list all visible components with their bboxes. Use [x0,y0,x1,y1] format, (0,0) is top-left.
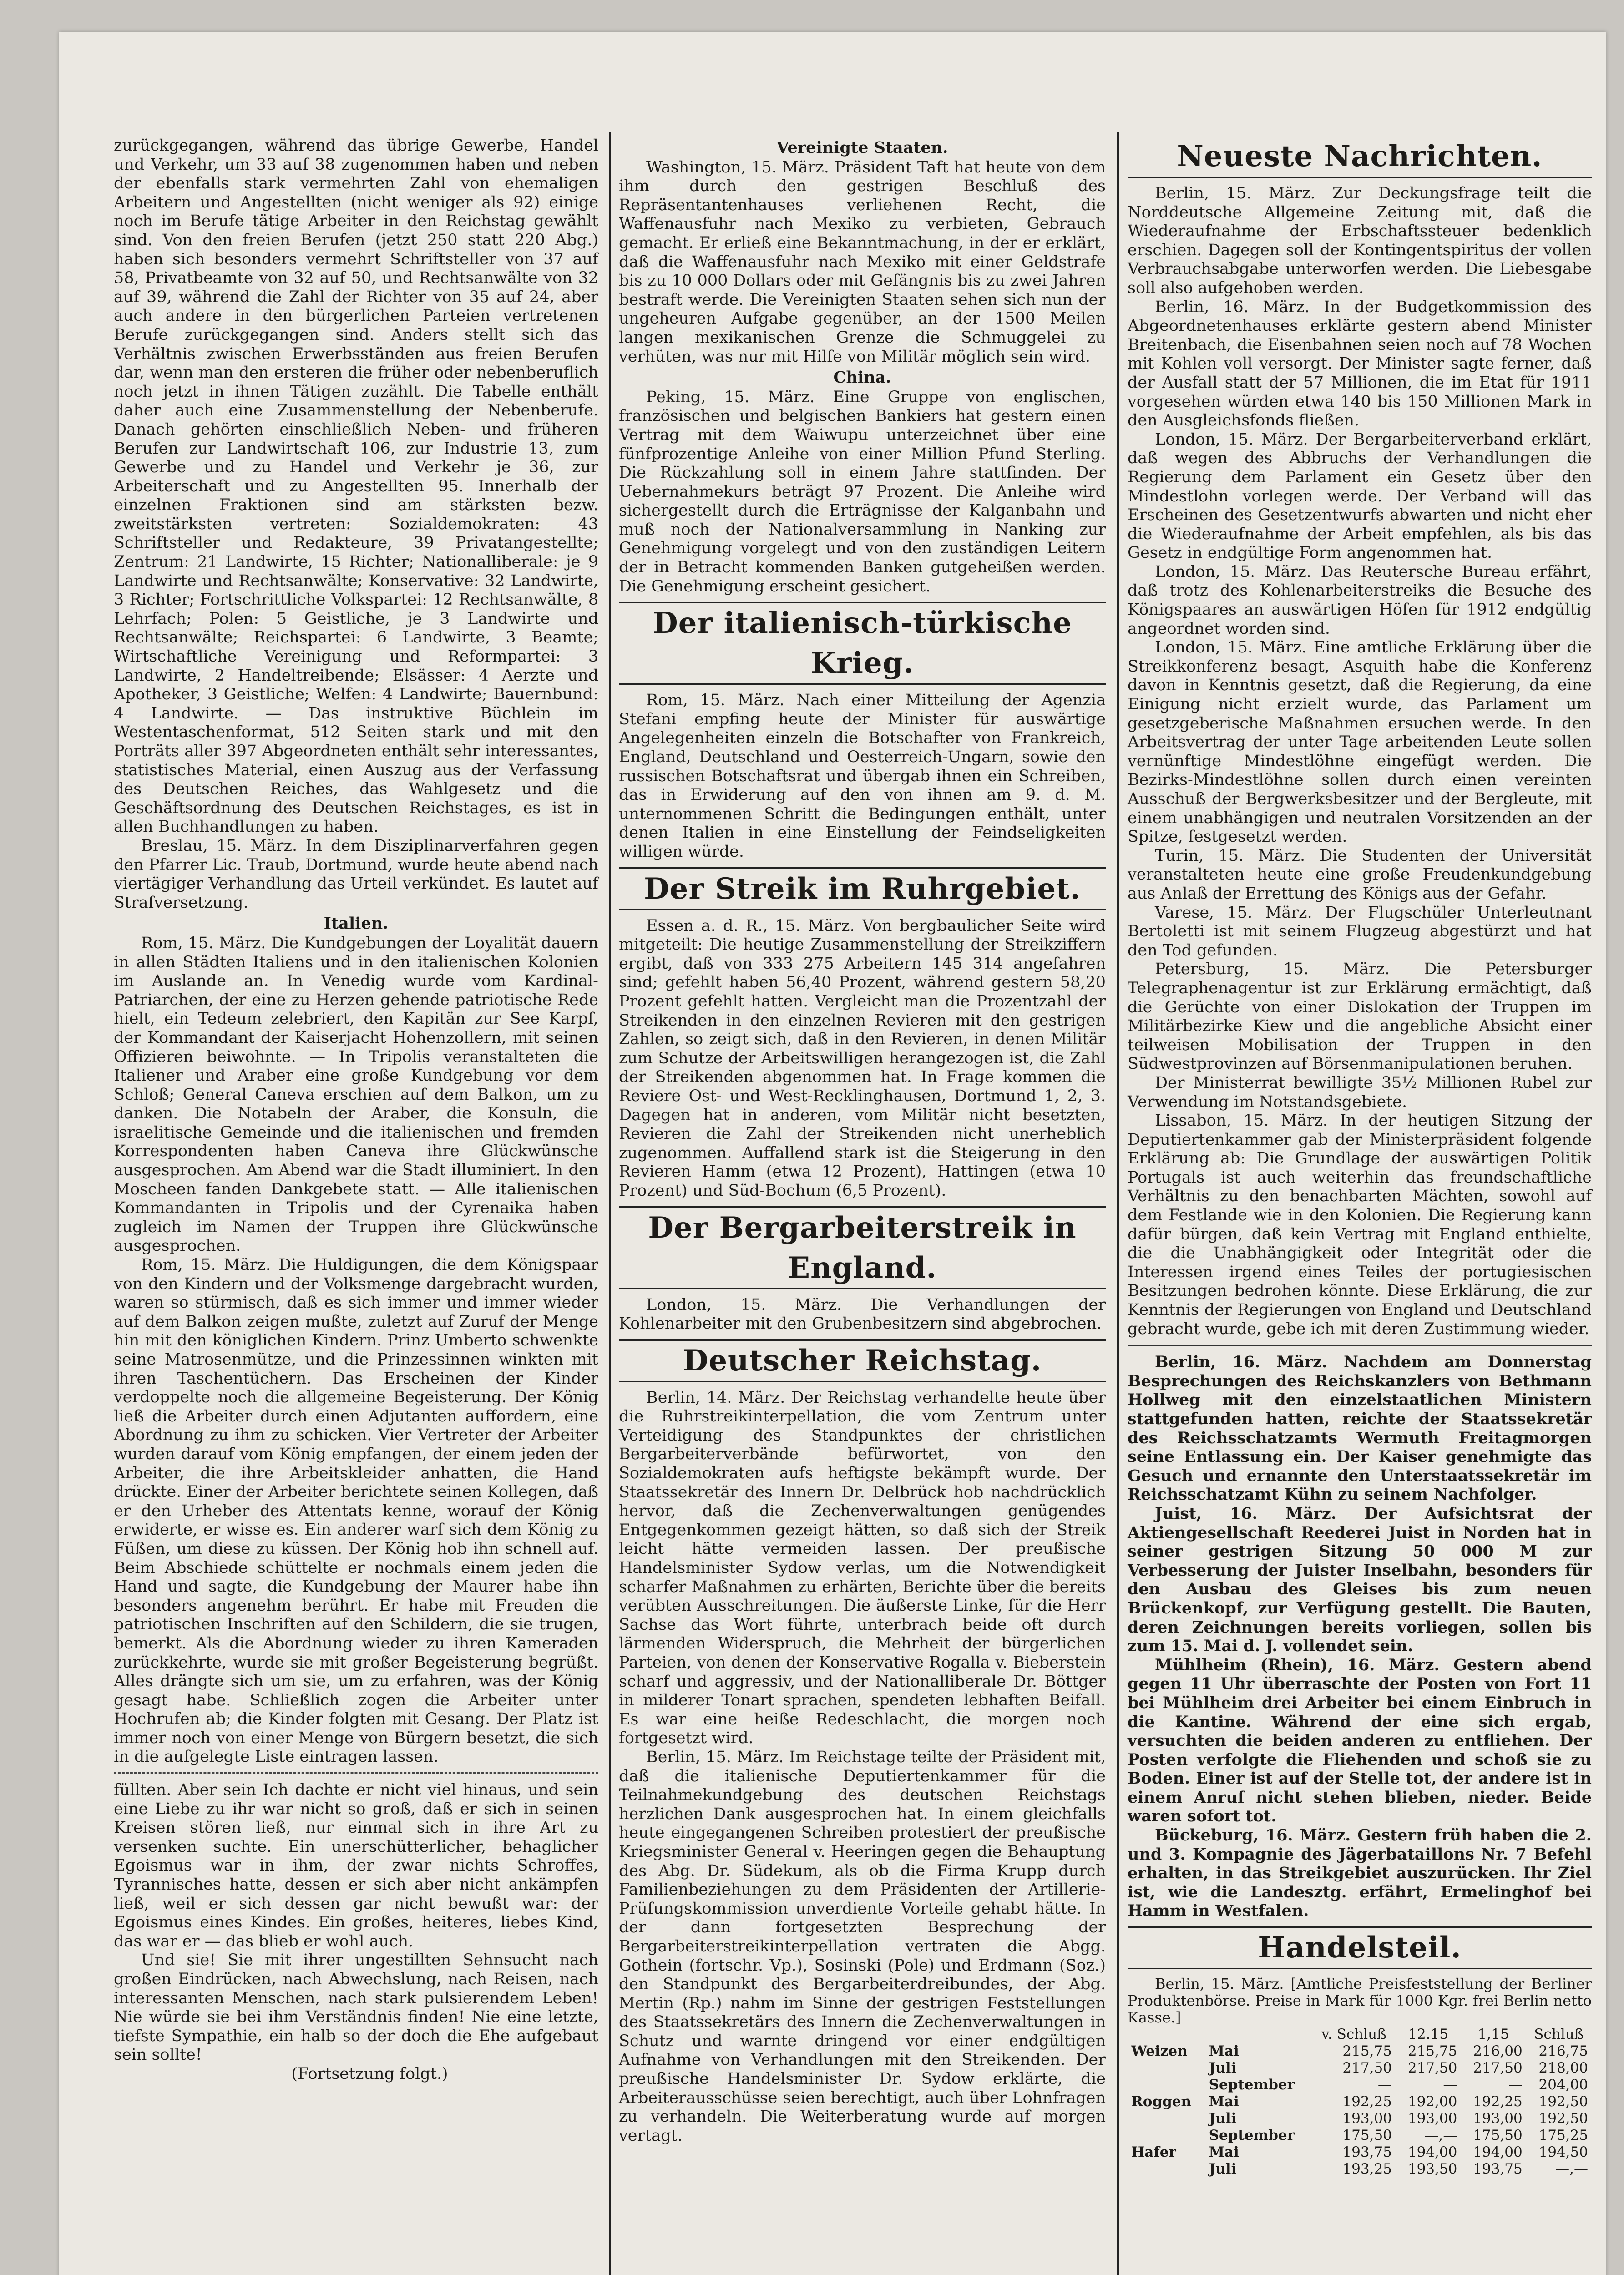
late-news-divider [1128,1345,1592,1346]
varese-report: Varese, 15. März. Der Flugschüler Unterleutnant Bertoletti ist mit seinem Flugzeug abgestürzt und hat den Tod gefunden. [1128,903,1592,960]
price-table-header [1128,2026,1592,2043]
table-row: Juli 193,00 193,00 193,00 192,50 [1209,2110,1588,2127]
ministerrat-report: Der Ministerrat bewilligte 35½ Millionen Rubel zur Verwendung im Notstandsgebiete. [1128,1073,1592,1111]
london-report: London, 15. März. Die Verhandlungen der Kohlenarbeiter mit den Grubenbesitzern sind abgebrochen. [619,1295,1106,1333]
column-3 [1128,136,1592,2178]
peking-report: Peking, 15. März. Eine Gruppe von englischen, französischen und belgischen Bankiers hat gestern einen Vertrag mit dem Waiwupu unterzeichnet über eine fünfprozentige Anleihe von einer Million Pfund Sterling. Die Rückzahlung soll in einem Jahre stattfinden. Der Uebernahmekurs beträgt 97 Prozent. Die Anleihe wird sichergestellt durch die Erträgnisse der Kalganbahn und muß noch der Nationalversammlung in Nanking zur Genehmigung vorgelegt und von den zuständigen Leitern der in Betracht kommenden Banken gutgeheißen werden. Die Genehmigung erscheint gesichert. [619,388,1106,596]
table-row: Hafer Mai 193,75 194,00 194,00 194,50 [1131,2144,1588,2161]
price-table [1128,2026,1592,2178]
column-divider-2 [1117,132,1119,2275]
feuilleton-divider [114,1772,598,1774]
header-v-schluss: v. Schluß [1321,2026,1386,2043]
headline-handelsteil: Handelsteil. [1128,1926,1592,1969]
reichstag-report-2: Berlin, 15. März. Im Reichstage teilte der Präsident mit, daß die italienische Deputiertenkammer für die Teilnahmekundgebung des deutschen Reichstags herzlichen Dank ausgesprochen hat. In einem gleichfalls heute eingegangenen Schreiben protestiert der preußische Kriegsminister General v. Heeringen gegen die Behauptung des Abg. Dr. Südekum, als ob die Firma Krupp durch Familienbeziehungen zu dem Präsidenten der Artillerie-Prüfungskommission unverdiente Vorteile gehabt hätte. In der dann fortgesetzten Besprechung der Bergarbeiterstreikinterpellation vertraten die Abgg. Gothein (fortschr. Vp.), Sosinski (Pole) und Erdmann (Soz.) den Standpunkt des Bergarbeiterdreibundes, der Abg. Mertin (Rp.) nahm im Sinne der gestrigen Feststellungen des Staatssekretärs des Innern die Zechenverwaltungen in Schutz und warnte dringend vor einer endgültigen Aufnahme von Verhandlungen mit den Streikenden. Der preußische Handelsminister Dr. Sydow erklärte, die Arbeiterausschüsse seien berechtigt, auch über Lohnfragen zu verhandeln. Die Weiterberatung wurde auf morgen vertagt. [619,1748,1106,2145]
headline-neueste: Neueste Nachrichten. [1128,136,1592,178]
header-schluss: Schluß [1534,2026,1584,2043]
china-heading: China. [833,368,891,387]
table-row: September 175,50 —,— 175,50 175,25 [1209,2127,1588,2144]
header-115: 1,15 [1477,2026,1509,2043]
headline-england: Der Bergarbeiterstreik in England. [619,1206,1106,1289]
breslau-report: Breslau, 15. März. In dem Disziplinarverfahren gegen den Pfarrer Lic. Traub, Dortmund, wurde heute abend nach viertägiger Verhandlung das Urteil verkündet. Es lautet auf Strafversetzung. [114,836,598,912]
rom-report-2: Rom, 15. März. Die Huldigungen, die dem Königspaar von den Kindern und der Volksmenge dargebracht wurden, waren so stürmisch, daß es sich immer und immer wieder auf dem Balkon zeigen mußte, zuletzt auf Zuruf der Menge hin mit den königlichen Kindern. Prinz Umberto schwenkte seine Matrosenmütze, und die Prinzessinnen winkten mit ihren Taschentüchern. Das Erscheinen der Kinder verdoppelte noch die allgemeine Begeisterung. Der König ließ die Arbeiter durch einen Adjutanten auffordern, eine Abordnung zu ihm zu schicken. Vier Vertreter der Arbeiter wurden darauf vom König empfangen, der einem jeden der Arbeiter, die ihre Arbeitskleider anhatten, die Hand drückte. Einer der Arbeiter berichtete seinen Kollegen, daß er den Urheber des Attentats kenne, worauf der König erwiderte, er wisse es. Ein anderer warf sich dem König zu Füßen, um diese zu küssen. Der König hob ihn schnell auf. Beim Abschiede schüttelte er nochmals einem jeden die Hand und sagte, die Kundgebung der Maurer habe ihn besonders angenehm berührt. Er habe mit Freuden die patriotischen Inschriften auf den Schildern, die sie trugen, bemerkt. Als die Abordnung wieder zu ihren Kameraden zurückkehrte, wurde sie mit großer Begeisterung begrüßt. Alles drängte sich um sie, um zu erfahren, was der König gesagt habe. Schließlich zogen die Arbeiter unter Hochrufen ab; die Kinder folgten mit Gesang. Der Platz ist immer noch von einer Menge von Bürgern besetzt, die sich in die aufgelegte Liste eintragen lassen. [114,1256,598,1766]
headline-reichstag: Deutscher Reichstag. [619,1339,1106,1382]
reichstag-statistics-text: zurückgegangen, während das übrige Gewerbe, Handel und Verkehr, um 33 auf 38 zugenommen haben und neben der ebenfalls stark vermehrten Zahl von ehemaligen Arbeitern und Angestellten (nicht weniger als 92) einige noch im Berufe tätige Arbeiter in den Reichstag gewählt sind. Von den freien Berufen (jetzt 250 statt 220 Abg.) haben sich besonders vermehrt Schriftsteller von 37 auf 58, Privatbeamte von 32 auf 50, und Rechtsanwälte von 32 auf 39, während die Zahl der Richter von 35 auf 24, aber auch andere in den bürgerlichen Parteien vertretenen Berufe zurückgegangen sind. Anders stellt sich das Verhältnis zwischen Erwerbsständen aus freien Berufen dar, wenn man den ersteren die früher oder nebenberuflich noch jetzt in ihnen Tätigen zuzählt. Die Tabelle enthält daher auch eine Zusammenstellung der Nebenberufe. Danach gehörten einschließlich Neben- und früheren Berufen zur Landwirtschaft 106, zur Industrie 13, zum Gewerbe und zu Handel und Verkehr je 36, zur Arbeiterschaft und zu Angestellten 95. Innerhalb der einzelnen Fraktionen sind am stärksten bezw. zweitstärksten vertreten: Sozialdemokraten: 43 Schriftsteller und Redakteure, 39 Privatangestellte; Zentrum: 21 Landwirte, 15 Richter; Nationalliberale: je 9 Landwirte und Rechtsanwälte; Konservative: 32 Landwirte, 3 Richter; Fortschrittliche Volkspartei: 12 Rechtsanwälte, 8 Lehrfach; Polen: 5 Geistliche, je 3 Landwirte und Rechtsanwälte; Reichspartei: 6 Landwirte, 3 Beamte; Wirtschaftliche Vereinigung und Reformpartei: 3 Landwirte, 2 Handeltreibende; Elsässer: 4 Aerzte und Apotheker, 3 Geistliche; Welfen: 4 Landwirte; Bauernbund: 4 Landwirte. — Das instruktive Büchlein im Westentaschenformat, 512 Seiten stark und mit den Porträts aller 397 Abgeordneten enthält sehr interessantes, statistisches Material, einen Auszug aus der Verfassung des Deutschen Reiches, das Wahlgesetz und die Geschäftsordnung des Deutschen Reichstages, es ist in allen Buchhandlungen zu haben. [114,136,598,836]
late-news-berlin: Berlin, 16. März. Nachdem am Donnerstag Besprechungen des Reichskanzlers von Bethmann Hollweg mit den einzelstaatlichen Ministern stattgefunden hatten, reichte der Staatssekretär des Reichsschatzamts Wermuth Freitagmorgen seine Entlassung ein. Der Kaiser genehmigte das Gesuch und ernannte den Unterstaatssekretär im Reichsschatzamt Kühn zu seinem Nachfolger. [1128,1353,1592,1504]
headline-krieg: Der italienisch-türkische Krieg. [619,602,1106,685]
rom-report-1: Rom, 15. März. Die Kundgebungen der Loyalität dauern in allen Städten Italiens und in den italienischen Kolonien im Auslande an. In Venedig wurde vom Kardinal-Patriarchen, der eine zu Herzen gehende patriotische Rede hielt, ein Tedeum zelebriert, den Kapitän zur See Karpf, der Kommandant der Kaiserjacht Hohenzollern, mit seinen Offizieren beiwohnte. — In Tripolis veranstalteten die Italiener und Araber eine große Kundgebung vor dem Schloß; General Caneva erschien auf dem Balkon, um zu danken. Die Notabeln der Araber, die Konsuln, die israelitische Gemeinde und die italienischen und fremden Korrespondenten haben Caneva ihre Glückwünsche ausgesprochen. Am Abend war die Stadt illuminiert. In den Moscheen fanden Dankgebete statt. — Alle italienischen Kommandanten in Tripolis und der Cyrenaika haben zugleich im Namen der Truppen ihre Glückwünsche ausgesprochen. [114,934,598,1255]
washington-report: Washington, 15. März. Präsident Taft hat heute von dem ihm durch den gestrigen Beschluß des Repräsentantenhauses verliehenen Recht, die Waffenausfuhr nach Mexiko zu verbieten, Gebrauch gemacht. Er erließ eine Bekanntmachung, in der er erklärt, daß die Waffenausfuhr nach Mexiko mit einer Geldstrafe bis zu 10 000 Dollars oder mit Gefängnis bis zu zwei Jahren bestraft werde. Die Vereinigten Staaten sehen sich nun der ungeheuren Aufgabe gegenüber, an der 1500 Meilen langen mexikanischen Grenze die Schmuggelei zu verhüten, was nur mit Hilfe von Militär möglich sein wird. [619,158,1106,366]
late-news-bueckeburg: Bückeburg, 16. März. Gestern früh haben die 2. und 3. Kompagnie des Jägerbataillons Nr. 7 Befehl erhalten, in das Streikgebiet auszurücken. Ihr Ziel ist, wie die Landesztg. erfährt, Ermelinghof bei Hamm in Westfalen. [1128,1826,1592,1921]
berlin-report-1: Berlin, 15. März. Zur Deckungsfrage teilt die Norddeutsche Allgemeine Zeitung mit, daß die Wiederaufnahme der Erbschaftssteuer bedenklich erschien. Dagegen soll der Kontingentspiritus der vollen Verbrauchsabgabe unterworfen werden. Die Liebesgabe soll also aufgehoben werden. [1128,184,1592,297]
london-report-1: London, 15. März. Der Bergarbeiterverband erklärt, daß wegen des Abbruchs der Verhandlungen die Regierung dem Parlament ein Gesetz über den Mindestlohn vorlegen werde. Der Verband will das Erscheinen des Gesetzentwurfs abwarten und nicht eher die Wiederaufnahme der Arbeit empfehlen, als bis das Gesetz in endgültige Form angenommen hat. [1128,430,1592,562]
feuilleton-paragraph-1: füllten. Aber sein Ich dachte er nicht viel hinaus, und sein eine Liebe zu ihr war nicht so groß, daß er sich in seinen Kreisen stören ließ, nur einmal sich in ihre Art zu versenken suchte. Ein unerschütterlicher, behaglicher Egoismus war in ihm, der zwar nichts Schroffes, Tyrannisches hatte, dessen er sich aber nicht ankämpfen ließ, weil er sich dessen gar nicht bewußt war: der Egoismus eines Kindes. Ein großes, heiteres, liebes Kind, das war er — das blieb er wohl auch. [114,1781,598,1951]
late-news-juist: Juist, 16. März. Der Aufsichtsrat der Aktiengesellschaft Reederei Juist in Norden hat in seiner gestrigen Sitzung 50 000 M zur Verbesserung der Juister Inselbahn, besonders für den Ausbau des Gleises bis zum neuen Brückenkopf, zur Verfügung gestellt. Die Bauten, deren Zeichnungen bereits vorliegen, sollen bis zum 15. Mai d. J. vollendet sein. [1128,1504,1592,1656]
table-row: Weizen Mai 215,75 215,75 216,00 216,75 [1131,2043,1588,2060]
late-news-muehlheim: Mühlheim (Rhein), 16. März. Gestern abend gegen 11 Uhr überraschte der Posten von Fort 11 bei Mühlheim drei Arbeiter bei einem Einbruch in die Kantine. Während der eine sich ergab, versuchten die beiden anderen zu entfliehen. Der Posten verfolgte die Fliehenden und schoß sie zu Boden. Einer ist auf der Stelle tot, der andere ist in einem Anruf nicht stehen blieben, nieder. Beide waren sofort tot. [1128,1655,1592,1826]
table-row: Roggen Mai 192,25 192,00 192,25 192,50 [1131,2093,1588,2110]
column-divider-1 [609,132,611,2275]
handel-intro: Berlin, 15. März. [Amtliche Preisfeststellung der Berliner Produktenbörse. Preise in Mark für 1000 Kgr. frei Berlin netto Kasse.] [1128,1975,1592,2027]
newspaper-page [59,32,1606,2275]
italien-heading: Italien. [324,914,389,933]
lissabon-report: Lissabon, 15. März. In der heutigen Sitzung der Deputiertenkammer gab der Ministerpräsident folgende Erklärung ab: Die Grundlage der auswärtigen Politik Portugals ist auch weiterhin das freundschaftliche Verhältnis zu den benachbarten Mächten, sowohl auf dem Festlande wie in den Kolonien. Die Regierung kann dafür bürgen, daß kein Vertrag mit England enthielte, die die Unabhängigkeit oder Integrität oder die Interessen irgend eines Teiles der portugiesischen Besitzungen bedrohen könnte. Diese Erklärung, die zur Kenntnis der Regierungen von England und Deutschland gebracht wurde, gebe ich mit deren Zustimmung wieder. [1128,1112,1592,1338]
essen-report: Essen a. d. R., 15. März. Von bergbaulicher Seite wird mitgeteilt: Die heutige Zusammenstellung der Streikziffern ergibt, daß von 333 275 Arbeitern 145 314 angefahren sind; gefehlt haben 56,40 Prozent, während gestern 58,20 Prozent gefehlt hatten. Vergleicht man die Prozentzahl der Streikenden in den einzelnen Revieren mit den gestrigen Zahlen, so zeigt sich, daß in den Revieren, in denen Militär zum Schutze der Arbeitswilligen herangezogen ist, die Zahl der Streikenden abgenommen hat. In Frage kommen die Reviere Ost- und West-Recklinghausen, Dortmund 1, 2, 3. Dagegen hat in anderen, vom Militär nicht besetzten, Revieren die Zahl der Streikenden nicht unerheblich zugenommen. Auffallend stark ist die Steigerung in den Revieren Hamm (etwa 12 Prozent), Hattingen (etwa 10 Prozent) und Süd-Bochum (6,5 Prozent). [619,916,1106,1200]
column-1 [114,136,598,2084]
table-row: Juli 217,50 217,50 217,50 218,00 [1209,2060,1588,2077]
column-2 [619,136,1106,2145]
berlin-report-2: Berlin, 16. März. In der Budgetkommission des Abgeordnetenhauses erklärte gestern abend Minister Breitenbach, die Eisenbahnen seien noch auf 78 Wochen mit Kohlen voll versorgt. Der Minister sagte ferner, daß der Ausfall statt der 57 Millionen, die im Etat für 1911 vorgesehen würden etwa 140 bis 150 Millionen Mark in den Ausgleichsfonds fließen. [1128,298,1592,430]
feuilleton-paragraph-2: Und sie! Sie mit ihrer ungestillten Sehnsucht nach großen Eindrücken, nach Abwechslung, nach Reisen, nach interessanten Menschen, nach stark pulsierendem Leben! Nie würde sie bei ihm Verständnis finden! Nie eine letzte, tiefste Sympathie, ein halb so der doch die Ehe aufgebaut sein sollte! [114,1951,598,2064]
table-row: Juli 193,25 193,50 193,75 —,— [1209,2161,1588,2178]
headline-streik: Der Streik im Ruhrgebiet. [619,867,1106,910]
rom-krieg-report: Rom, 15. März. Nach einer Mitteilung der Agenzia Stefani empfing heute der Minister für auswärtige Angelegenheiten einzeln die Botschafter von Frankreich, England, Deutschland und Oesterreich-Ungarn, sowie den russischen Botschaftsrat und übergab ihnen ein Schreiben, das in Erwiderung auf den von ihnen am 9. d. M. unternommenen Schritt die Bedingungen enthält, unter denen Italien in eine Einstellung der Feindseligkeiten willigen würde. [619,691,1106,861]
header-1215: 12.15 [1408,2026,1448,2043]
usa-heading: Vereinigte Staaten. [776,138,948,157]
continuation-note: (Fortsetzung folgt.) [291,2064,448,2083]
turin-report: Turin, 15. März. Die Studenten der Universität veranstalteten heute eine große Freudenkundgebung aus Anlaß der Errettung des Königs aus der Gefahr. [1128,846,1592,903]
london-report-3: London, 15. März. Eine amtliche Erklärung über die Streikkonferenz besagt, Asquith habe die Konferenz davon in Kenntnis gesetzt, daß die Regierung, da eine Einigung nicht erzielt wurde, das Parlament um gesetzgeberische Maßnahmen ersuchen werde. In den Arbeitsvertrag der unter Tage arbeitenden Leute sollen vernünftige Mindestlöhne eingefügt werden. Die Bezirks-Mindestlöhne sollen durch einen vereinten Ausschuß der Bergwerksbesitzer und der Bergleute, mit einem unabhängigen und neutralen Vorsitzenden an der Spitze, festgesetzt werden. [1128,638,1592,846]
reichstag-report-1: Berlin, 14. März. Der Reichstag verhandelte heute über die Ruhrstreikinterpellation, die vom Zentrum unter Verteidigung des Standpunktes der christlichen Bergarbeiterverbände befürwortet, von den Sozialdemokraten aufs heftigste bekämpft wurde. Der Staatssekretär des Innern Dr. Delbrück hob nachdrücklich hervor, daß die Zechenverwaltungen genügendes Entgegenkommen gezeigt hätten, so daß sich der Streik leicht hätte vermeiden lassen. Der preußische Handelsminister Sydow verlas, um die Notwendigkeit scharfer Maßnahmen zu erhärten, Berichte über die bereits verübten Ausschreitungen. Die äußerste Linke, für die Herr Sachse das Wort führte, unterbrach beide oft durch lärmenden Widerspruch, die Mehrheit der bürgerlichen Parteien, von denen der Konservative Rogalla v. Bieberstein scharf und aggressiv, und der Nationalliberale Dr. Böttger in milderer Tonart sprachen, spendeten lebhaften Beifall. Es war eine heiße Redeschlacht, die morgen noch fortgesetzt wird. [619,1388,1106,1748]
petersburg-report: Petersburg, 15. März. Die Petersburger Telegraphenagentur ist zur Erklärung ermächtigt, daß die Gerüchte von einer Dislokation der Truppen im Militärbezirke Kiew und die angebliche Absicht einer teilweisen Mobilisation der Truppen in den Südwestprovinzen auf Börsenmanipulationen beruhen. [1128,960,1592,1073]
london-report-2: London, 15. März. Das Reutersche Bureau erfährt, daß trotz des Kohlenarbeiterstreiks die Besuche des Königspaares an auswärtigen Höfen für 1912 endgültig angeordnet worden sind. [1128,562,1592,638]
table-row: September — — — 204,00 [1209,2077,1588,2093]
